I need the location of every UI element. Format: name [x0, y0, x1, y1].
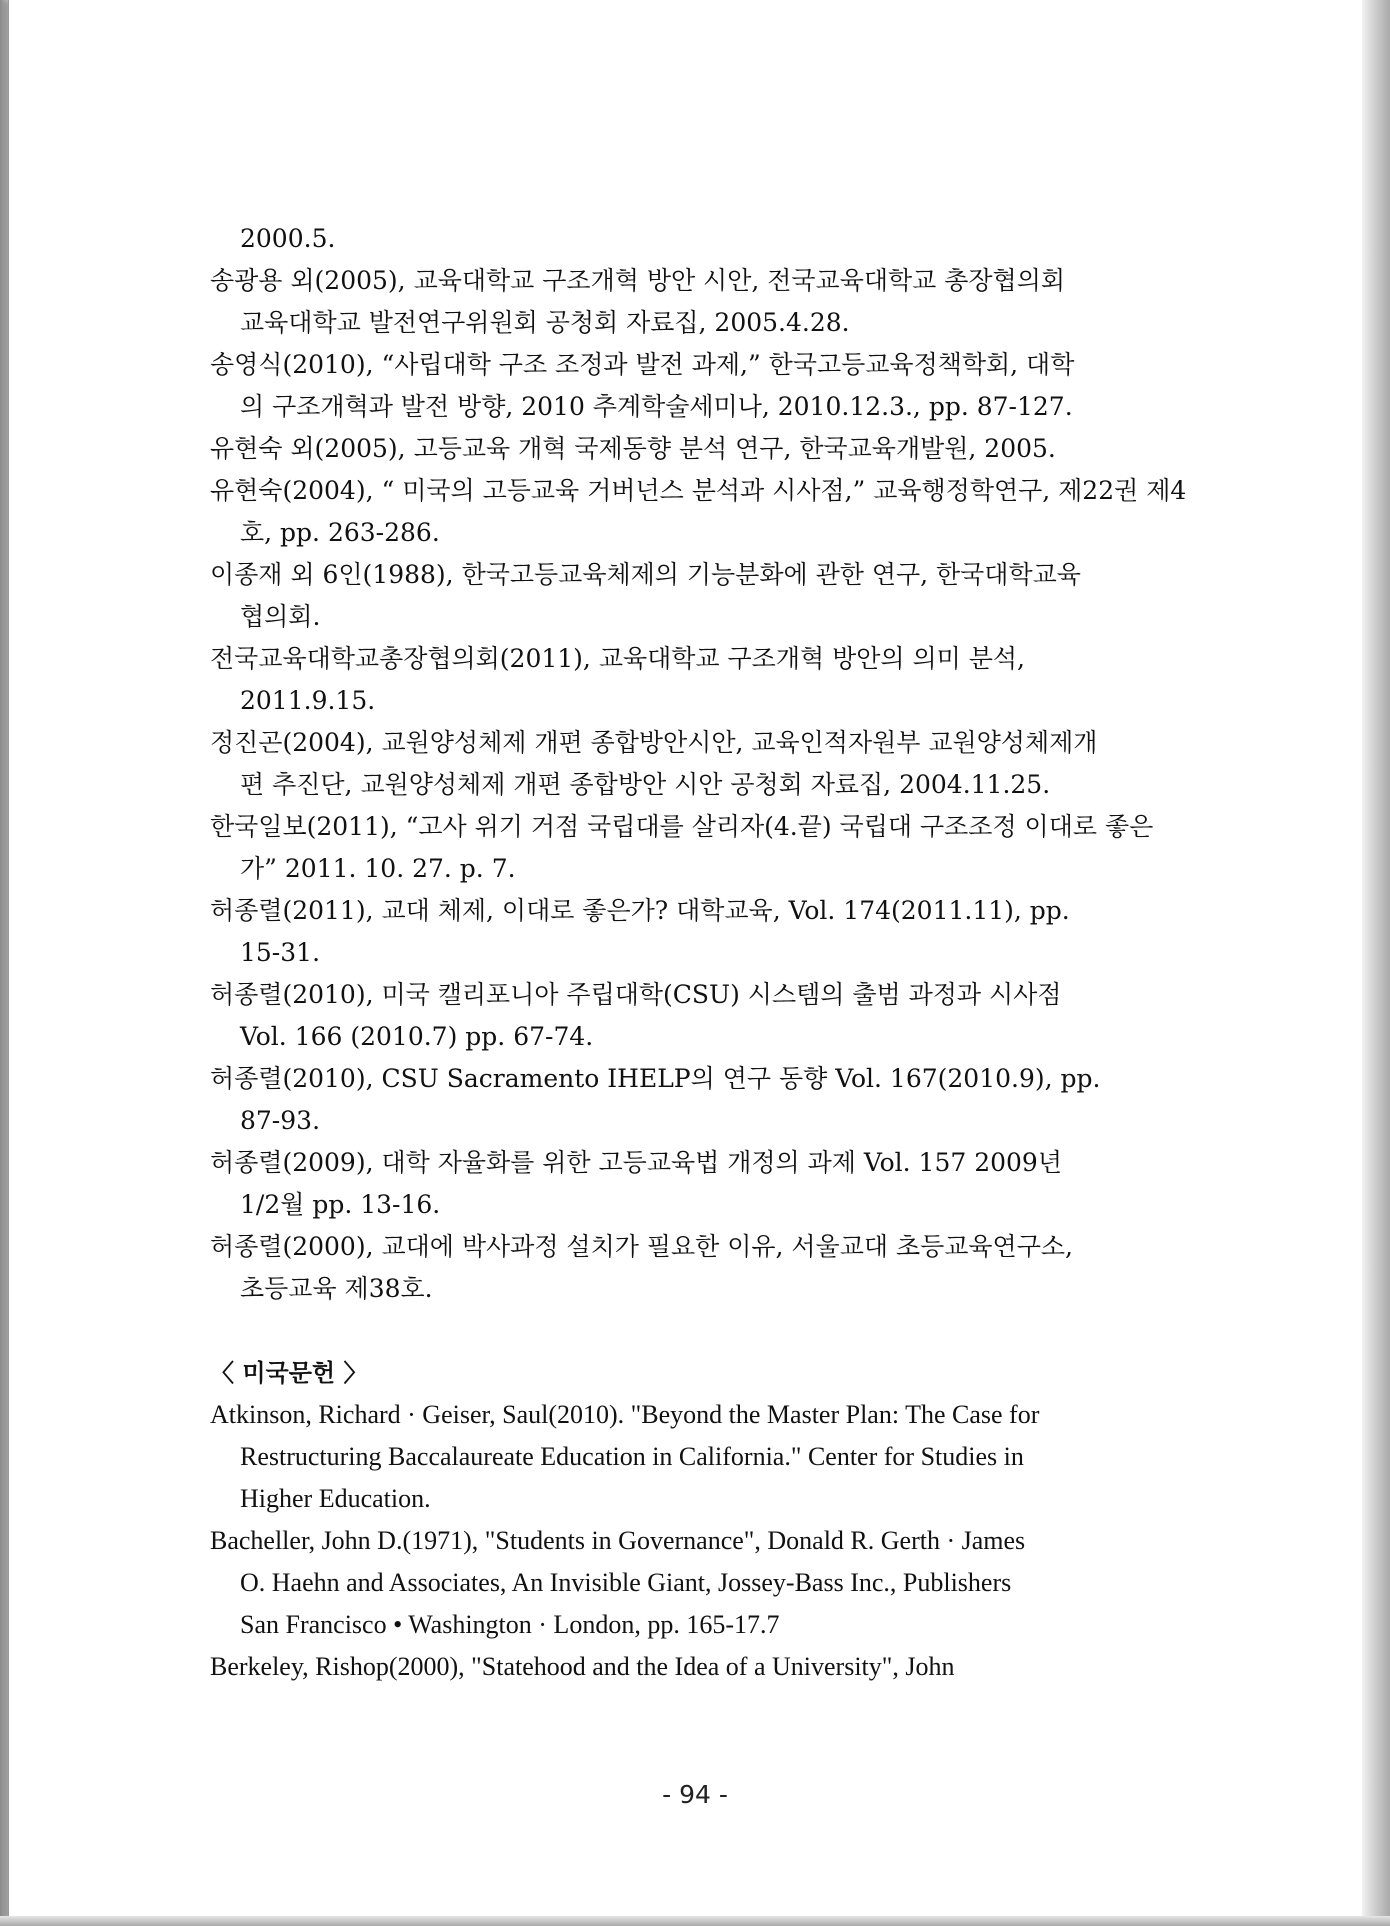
reference-first-line: 허종렬(2011), 교대 체제, 이대로 좋은가? 대학교육, Vol. 174(2011.11), pp.	[210, 896, 1070, 925]
reference-entry	[210, 1058, 1204, 1142]
reference-entry	[210, 890, 1204, 974]
reference-first-line: 허종렬(2010), 미국 캘리포니아 주립대학(CSU) 시스템의 출범 과정과 시사점	[210, 980, 1062, 1009]
reference-continuation-line: 교육대학교 발전연구위원회 공청회 자료집, 2005.4.28.	[240, 308, 850, 337]
reference-continuation-line: 1/2월 pp. 13-16.	[240, 1190, 441, 1219]
reference-first-line: Bacheller, John D.(1971), "Students in Governance", Donald R. Gerth · James	[210, 1526, 1026, 1555]
page-left-edge	[0, 0, 8, 1926]
reference-entry	[210, 1142, 1204, 1226]
reference-first-line: 유현숙(2004), “ 미국의 고등교육 거버넌스 분석과 시사점,” 교육행정학연구, 제22권 제4	[210, 476, 1187, 505]
reference-entry	[210, 470, 1204, 554]
reference-first-line: 송광용 외(2005), 교육대학교 구조개혁 방안 시안, 전국교육대학교 총장협의회	[210, 266, 1066, 295]
reference-entry	[210, 974, 1204, 1058]
reference-continuation-line: 호, pp. 263-286.	[240, 518, 440, 547]
reference-first-line: 한국일보(2011), “고사 위기 거점 국립대를 살리자(4.끝) 국립대 구조조정 이대로 좋은	[210, 812, 1154, 841]
reference-entry	[210, 260, 1204, 344]
reference-continuation-line: O. Haehn and Associates, An Invisible Giant, Jossey-Bass Inc., Publishers	[240, 1568, 1012, 1597]
reference-continuation-line: Vol. 166 (2010.7) pp. 67-74.	[240, 1022, 594, 1051]
reference-first-line: 허종렬(2010), CSU Sacramento IHELP의 연구 동향 Vol. 167(2010.9), pp.	[210, 1064, 1101, 1093]
section-heading-foreign: 〈 미국문헌 〉	[210, 1359, 368, 1387]
reference-continuation-line: 초등교육 제38호.	[240, 1274, 433, 1303]
reference-entry	[210, 428, 1204, 470]
reference-entry	[210, 1646, 1204, 1688]
reference-first-line: 송영식(2010), “사립대학 구조 조정과 발전 과제,” 한국고등교육정책학회, 대학	[210, 350, 1075, 379]
reference-first-line: 허종렬(2000), 교대에 박사과정 설치가 필요한 이유, 서울교대 초등교육연구소,	[210, 1232, 1073, 1261]
reference-first-line: Atkinson, Richard · Geiser, Saul(2010). "Beyond the Master Plan: The Case for	[210, 1400, 1040, 1429]
reference-entry	[210, 1520, 1204, 1646]
reference-continuation-line: 가” 2011. 10. 27. p. 7.	[240, 854, 516, 883]
reference-first-line: 전국교육대학교총장협의회(2011), 교육대학교 구조개혁 방안의 의미 분석,	[210, 644, 1025, 673]
continued-line: 2000.5.	[240, 224, 336, 253]
reference-first-line: 유현숙 외(2005), 고등교육 개혁 국제동향 분석 연구, 한국교육개발원, 2005.	[210, 434, 1056, 463]
reference-continuation-line: 의 구조개혁과 발전 방향, 2010 추계학술세미나, 2010.12.3., pp. 87-127.	[240, 392, 1073, 421]
reference-continuation-line: 87-93.	[240, 1106, 321, 1135]
reference-continuation-line: San Francisco • Washington · London, pp. 165-17.7	[240, 1610, 780, 1639]
reference-continuation-line: 15-31.	[240, 938, 321, 967]
reference-entry	[210, 1226, 1204, 1310]
page-number: - 94 -	[662, 1780, 728, 1809]
reference-continuation-line: 2011.9.15.	[240, 686, 376, 715]
reference-entry	[210, 806, 1204, 890]
reference-continuation-line: Restructuring Baccalaureate Education in California." Center for Studies in	[240, 1442, 1024, 1471]
reference-first-line: 정진곤(2004), 교원양성체제 개편 종합방안시안, 교육인적자원부 교원양성체제개	[210, 728, 1098, 757]
reference-continuation-line: 편 추진단, 교원양성체제 개편 종합방안 시안 공청회 자료집, 2004.11.25.	[240, 770, 1051, 799]
reference-entry	[210, 344, 1204, 428]
page-right-edge	[1362, 0, 1390, 1926]
reference-entry	[210, 554, 1204, 638]
reference-first-line: Berkeley, Rishop(2000), "Statehood and the Idea of a University", John	[210, 1652, 955, 1681]
reference-first-line: 허종렬(2009), 대학 자율화를 위한 고등교육법 개정의 과제 Vol. 157 2009년	[210, 1148, 1062, 1177]
reference-entry	[210, 638, 1204, 722]
reference-continuation-line: 협의회.	[240, 602, 321, 631]
reference-list	[210, 218, 1204, 1688]
page-bottom-edge	[0, 1916, 1390, 1926]
reference-first-line: 이종재 외 6인(1988), 한국고등교육체제의 기능분화에 관한 연구, 한국대학교육	[210, 560, 1081, 589]
foreign-references	[210, 1394, 1204, 1688]
reference-entry	[210, 1394, 1204, 1520]
reference-continuation-line: Higher Education.	[240, 1484, 431, 1513]
reference-entry	[210, 722, 1204, 806]
korean-references	[210, 260, 1204, 1310]
